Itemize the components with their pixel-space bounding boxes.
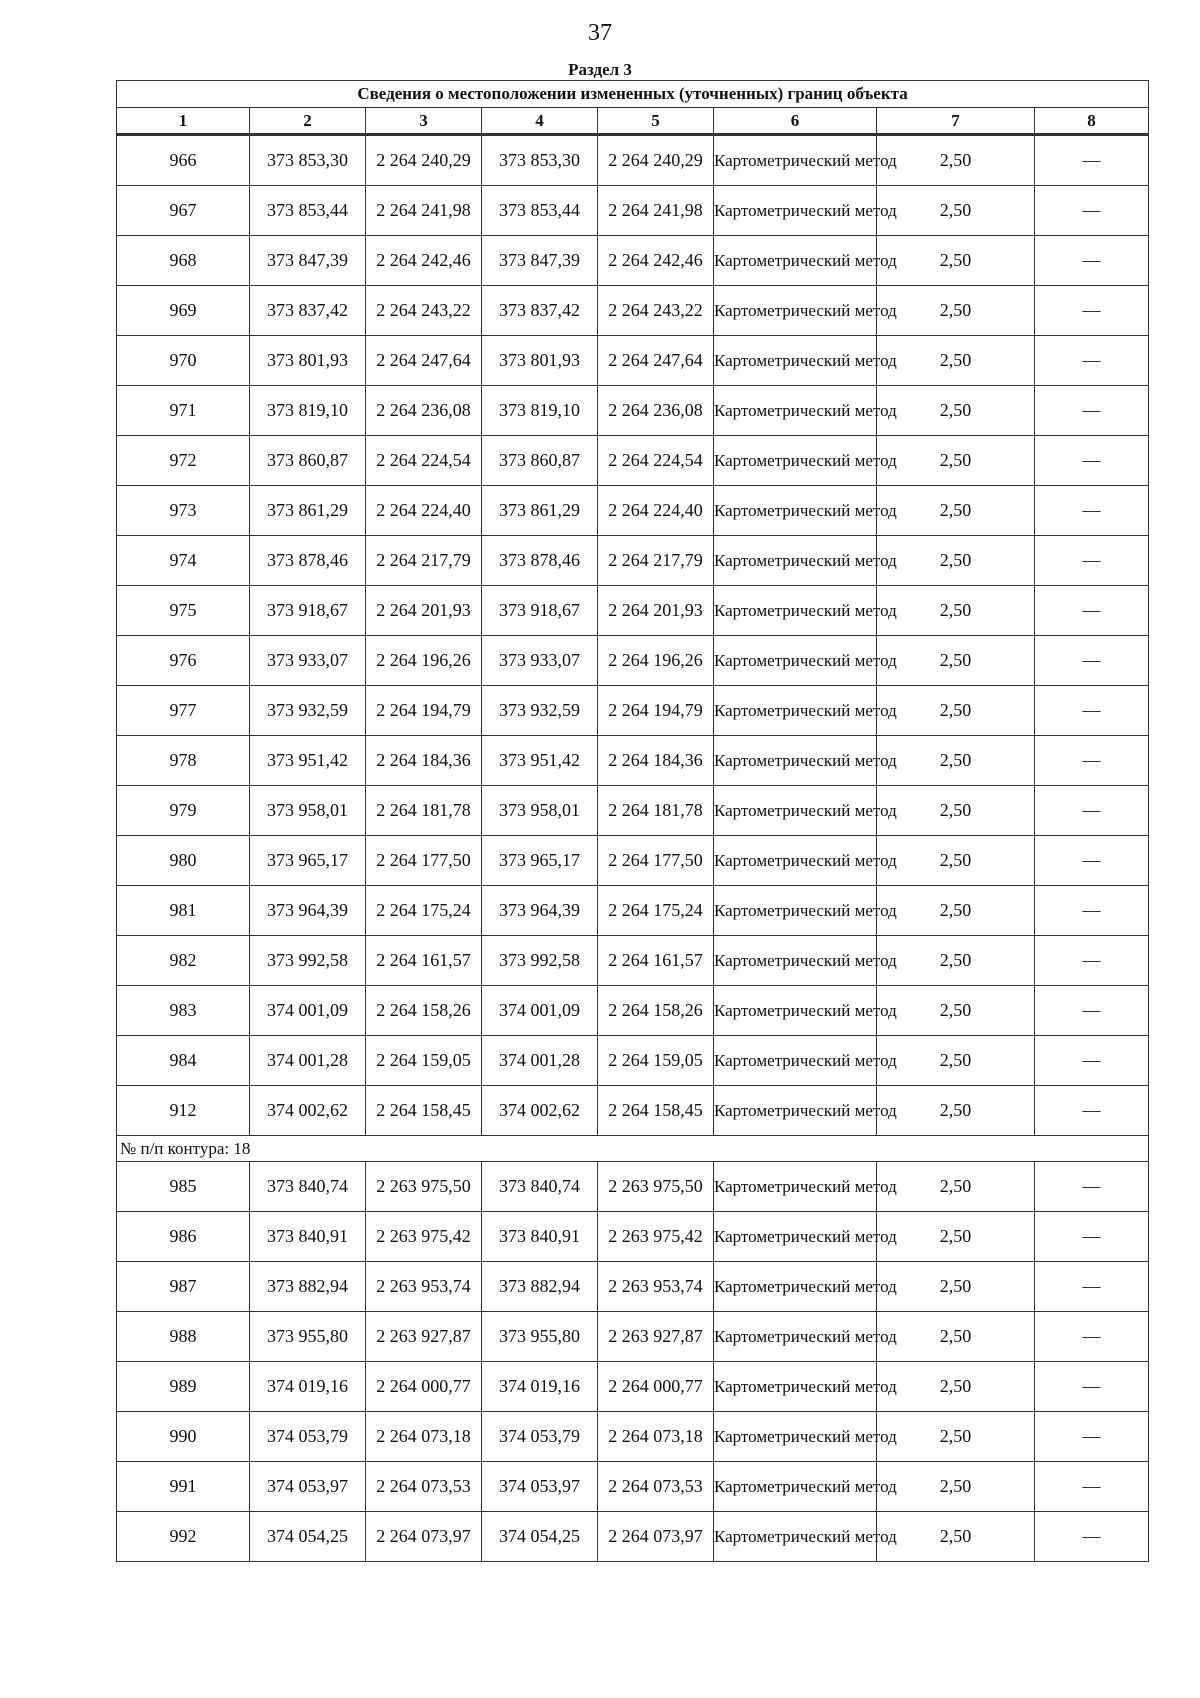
contour-row <box>117 1136 1149 1162</box>
x-new-cell: 374 019,16 <box>482 1362 598 1412</box>
y-old-cell: 2 264 243,22 <box>366 286 482 336</box>
x-new-cell: 373 860,87 <box>482 436 598 486</box>
y-new-cell: 2 264 196,26 <box>598 636 714 686</box>
point-number-cell: 991 <box>117 1462 250 1512</box>
point-number-cell: 982 <box>117 936 250 986</box>
x-old-cell: 374 001,28 <box>250 1036 366 1086</box>
y-old-cell: 2 264 241,98 <box>366 186 482 236</box>
table-row <box>117 336 1149 386</box>
table-row <box>117 1312 1149 1362</box>
accuracy-cell: 2,50 <box>877 1086 1035 1136</box>
x-old-cell: 373 860,87 <box>250 436 366 486</box>
accuracy-cell: 2,50 <box>877 486 1035 536</box>
y-old-cell: 2 264 247,64 <box>366 336 482 386</box>
table-row <box>117 1462 1149 1512</box>
method-cell: Картометрический метод <box>714 786 877 836</box>
accuracy-cell: 2,50 <box>877 1212 1035 1262</box>
contour-label: № п/п контура: 18 <box>117 1136 1149 1162</box>
note-cell: — <box>1035 736 1149 786</box>
column-header-5: 5 <box>598 108 714 135</box>
y-new-cell: 2 263 927,87 <box>598 1312 714 1362</box>
table-body-main <box>117 135 1149 1136</box>
x-new-cell: 374 054,25 <box>482 1512 598 1562</box>
point-number-cell: 989 <box>117 1362 250 1412</box>
method-cell: Картометрический метод <box>714 1162 877 1212</box>
y-old-cell: 2 264 194,79 <box>366 686 482 736</box>
x-new-cell: 373 853,44 <box>482 186 598 236</box>
method-cell: Картометрический метод <box>714 1312 877 1362</box>
x-new-cell: 374 053,79 <box>482 1412 598 1462</box>
note-cell: — <box>1035 636 1149 686</box>
accuracy-cell: 2,50 <box>877 1362 1035 1412</box>
method-cell: Картометрический метод <box>714 1362 877 1412</box>
page-number: 37 <box>588 20 612 46</box>
method-cell: Картометрический метод <box>714 1036 877 1086</box>
y-old-cell: 2 264 240,29 <box>366 135 482 186</box>
y-old-cell: 2 264 161,57 <box>366 936 482 986</box>
point-number-cell: 988 <box>117 1312 250 1362</box>
accuracy-cell: 2,50 <box>877 386 1035 436</box>
table-row <box>117 186 1149 236</box>
y-new-cell: 2 264 177,50 <box>598 836 714 886</box>
note-cell: — <box>1035 936 1149 986</box>
method-cell: Картометрический метод <box>714 886 877 936</box>
note-cell: — <box>1035 536 1149 586</box>
accuracy-cell: 2,50 <box>877 586 1035 636</box>
method-cell: Картометрический метод <box>714 1262 877 1312</box>
x-old-cell: 374 001,09 <box>250 986 366 1036</box>
accuracy-cell: 2,50 <box>877 886 1035 936</box>
table-row <box>117 836 1149 886</box>
accuracy-cell: 2,50 <box>877 436 1035 486</box>
x-old-cell: 373 861,29 <box>250 486 366 536</box>
x-new-cell: 373 837,42 <box>482 286 598 336</box>
x-new-cell: 374 001,09 <box>482 986 598 1036</box>
y-new-cell: 2 264 000,77 <box>598 1362 714 1412</box>
x-new-cell: 373 918,67 <box>482 586 598 636</box>
table-row <box>117 1512 1149 1562</box>
accuracy-cell: 2,50 <box>877 736 1035 786</box>
x-old-cell: 373 964,39 <box>250 886 366 936</box>
y-new-cell: 2 264 201,93 <box>598 586 714 636</box>
note-cell: — <box>1035 836 1149 886</box>
x-new-cell: 373 840,91 <box>482 1212 598 1262</box>
note-cell: — <box>1035 1412 1149 1462</box>
y-old-cell: 2 264 184,36 <box>366 736 482 786</box>
table-row <box>117 1086 1149 1136</box>
y-new-cell: 2 264 224,54 <box>598 436 714 486</box>
point-number-cell: 985 <box>117 1162 250 1212</box>
boundary-table <box>116 80 1149 1562</box>
table-row <box>117 286 1149 336</box>
table-body-contour-18 <box>117 1162 1149 1562</box>
column-header-6: 6 <box>714 108 877 135</box>
x-new-cell: 373 882,94 <box>482 1262 598 1312</box>
x-new-cell: 373 861,29 <box>482 486 598 536</box>
point-number-cell: 971 <box>117 386 250 436</box>
y-old-cell: 2 264 073,97 <box>366 1512 482 1562</box>
x-new-cell: 373 878,46 <box>482 536 598 586</box>
note-cell: — <box>1035 1312 1149 1362</box>
method-cell: Картометрический метод <box>714 286 877 336</box>
y-new-cell: 2 263 975,42 <box>598 1212 714 1262</box>
note-cell: — <box>1035 986 1149 1036</box>
x-new-cell: 373 933,07 <box>482 636 598 686</box>
table-row <box>117 436 1149 486</box>
x-new-cell: 374 002,62 <box>482 1086 598 1136</box>
point-number-cell: 990 <box>117 1412 250 1462</box>
point-number-cell: 968 <box>117 236 250 286</box>
x-old-cell: 374 002,62 <box>250 1086 366 1136</box>
point-number-cell: 967 <box>117 186 250 236</box>
table-row <box>117 586 1149 636</box>
note-cell: — <box>1035 286 1149 336</box>
point-number-cell: 975 <box>117 586 250 636</box>
x-old-cell: 373 932,59 <box>250 686 366 736</box>
method-cell: Картометрический метод <box>714 135 877 186</box>
method-cell: Картометрический метод <box>714 1086 877 1136</box>
accuracy-cell: 2,50 <box>877 236 1035 286</box>
point-number-cell: 970 <box>117 336 250 386</box>
x-old-cell: 373 819,10 <box>250 386 366 436</box>
point-number-cell: 981 <box>117 886 250 936</box>
x-old-cell: 373 840,91 <box>250 1212 366 1262</box>
note-cell: — <box>1035 886 1149 936</box>
note-cell: — <box>1035 236 1149 286</box>
x-old-cell: 374 054,25 <box>250 1512 366 1562</box>
note-cell: — <box>1035 1212 1149 1262</box>
column-header-2: 2 <box>250 108 366 135</box>
table-row <box>117 1412 1149 1462</box>
x-old-cell: 373 958,01 <box>250 786 366 836</box>
point-number-cell: 978 <box>117 736 250 786</box>
y-new-cell: 2 264 158,26 <box>598 986 714 1036</box>
y-old-cell: 2 264 224,40 <box>366 486 482 536</box>
y-old-cell: 2 264 158,45 <box>366 1086 482 1136</box>
x-new-cell: 373 964,39 <box>482 886 598 936</box>
y-old-cell: 2 264 177,50 <box>366 836 482 886</box>
accuracy-cell: 2,50 <box>877 286 1035 336</box>
point-number-cell: 979 <box>117 786 250 836</box>
point-number-cell: 972 <box>117 436 250 486</box>
note-cell: — <box>1035 1512 1149 1562</box>
x-new-cell: 373 853,30 <box>482 135 598 186</box>
y-new-cell: 2 264 224,40 <box>598 486 714 536</box>
x-old-cell: 373 878,46 <box>250 536 366 586</box>
table-caption: Сведения о местоположении измененных (уточненных) границ объекта <box>117 81 1149 108</box>
accuracy-cell: 2,50 <box>877 936 1035 986</box>
accuracy-cell: 2,50 <box>877 1036 1035 1086</box>
method-cell: Картометрический метод <box>714 636 877 686</box>
y-new-cell: 2 264 236,08 <box>598 386 714 436</box>
y-new-cell: 2 264 240,29 <box>598 135 714 186</box>
table-row <box>117 786 1149 836</box>
note-cell: — <box>1035 1462 1149 1512</box>
method-cell: Картометрический метод <box>714 186 877 236</box>
column-header-7: 7 <box>877 108 1035 135</box>
x-new-cell: 373 840,74 <box>482 1162 598 1212</box>
method-cell: Картометрический метод <box>714 236 877 286</box>
x-old-cell: 373 992,58 <box>250 936 366 986</box>
note-cell: — <box>1035 1036 1149 1086</box>
y-old-cell: 2 264 196,26 <box>366 636 482 686</box>
x-old-cell: 373 853,30 <box>250 135 366 186</box>
x-old-cell: 373 918,67 <box>250 586 366 636</box>
note-cell: — <box>1035 786 1149 836</box>
x-old-cell: 373 882,94 <box>250 1262 366 1312</box>
accuracy-cell: 2,50 <box>877 986 1035 1036</box>
point-number-cell: 984 <box>117 1036 250 1086</box>
table-row <box>117 386 1149 436</box>
table-row <box>117 236 1149 286</box>
x-old-cell: 373 837,42 <box>250 286 366 336</box>
note-cell: — <box>1035 686 1149 736</box>
x-old-cell: 373 801,93 <box>250 336 366 386</box>
note-cell: — <box>1035 586 1149 636</box>
section-title: Раздел 3 <box>568 60 632 79</box>
y-new-cell: 2 263 953,74 <box>598 1262 714 1312</box>
column-header-4: 4 <box>482 108 598 135</box>
note-cell: — <box>1035 1362 1149 1412</box>
y-new-cell: 2 264 181,78 <box>598 786 714 836</box>
table-row <box>117 536 1149 586</box>
x-old-cell: 373 955,80 <box>250 1312 366 1362</box>
accuracy-cell: 2,50 <box>877 135 1035 186</box>
point-number-cell: 976 <box>117 636 250 686</box>
note-cell: — <box>1035 386 1149 436</box>
y-new-cell: 2 264 217,79 <box>598 536 714 586</box>
method-cell: Картометрический метод <box>714 1512 877 1562</box>
method-cell: Картометрический метод <box>714 736 877 786</box>
note-cell: — <box>1035 1162 1149 1212</box>
y-new-cell: 2 264 073,97 <box>598 1512 714 1562</box>
y-old-cell: 2 264 073,53 <box>366 1462 482 1512</box>
y-old-cell: 2 264 201,93 <box>366 586 482 636</box>
note-cell: — <box>1035 486 1149 536</box>
point-number-cell: 969 <box>117 286 250 336</box>
method-cell: Картометрический метод <box>714 1212 877 1262</box>
point-number-cell: 966 <box>117 135 250 186</box>
y-new-cell: 2 264 242,46 <box>598 236 714 286</box>
y-new-cell: 2 264 247,64 <box>598 336 714 386</box>
x-new-cell: 374 053,97 <box>482 1462 598 1512</box>
method-cell: Картометрический метод <box>714 486 877 536</box>
x-old-cell: 373 951,42 <box>250 736 366 786</box>
y-old-cell: 2 264 000,77 <box>366 1362 482 1412</box>
x-old-cell: 373 965,17 <box>250 836 366 886</box>
accuracy-cell: 2,50 <box>877 686 1035 736</box>
note-cell: — <box>1035 436 1149 486</box>
column-header-3: 3 <box>366 108 482 135</box>
x-old-cell: 374 019,16 <box>250 1362 366 1412</box>
y-old-cell: 2 264 236,08 <box>366 386 482 436</box>
accuracy-cell: 2,50 <box>877 836 1035 886</box>
y-old-cell: 2 263 975,42 <box>366 1212 482 1262</box>
x-old-cell: 373 933,07 <box>250 636 366 686</box>
table-body-contour <box>117 1136 1149 1162</box>
y-new-cell: 2 264 175,24 <box>598 886 714 936</box>
x-new-cell: 373 965,17 <box>482 836 598 886</box>
table-row <box>117 1262 1149 1312</box>
method-cell: Картометрический метод <box>714 1412 877 1462</box>
x-new-cell: 373 955,80 <box>482 1312 598 1362</box>
y-old-cell: 2 264 159,05 <box>366 1036 482 1086</box>
x-new-cell: 373 847,39 <box>482 236 598 286</box>
y-old-cell: 2 264 242,46 <box>366 236 482 286</box>
point-number-cell: 992 <box>117 1512 250 1562</box>
accuracy-cell: 2,50 <box>877 786 1035 836</box>
method-cell: Картометрический метод <box>714 386 877 436</box>
accuracy-cell: 2,50 <box>877 336 1035 386</box>
y-new-cell: 2 264 158,45 <box>598 1086 714 1136</box>
point-number-cell: 973 <box>117 486 250 536</box>
y-old-cell: 2 263 975,50 <box>366 1162 482 1212</box>
x-new-cell: 373 819,10 <box>482 386 598 436</box>
table-row <box>117 486 1149 536</box>
point-number-cell: 974 <box>117 536 250 586</box>
x-new-cell: 373 801,93 <box>482 336 598 386</box>
method-cell: Картометрический метод <box>714 836 877 886</box>
accuracy-cell: 2,50 <box>877 1312 1035 1362</box>
table-row <box>117 135 1149 186</box>
accuracy-cell: 2,50 <box>877 1412 1035 1462</box>
table-row <box>117 636 1149 686</box>
y-old-cell: 2 264 175,24 <box>366 886 482 936</box>
accuracy-cell: 2,50 <box>877 536 1035 586</box>
point-number-cell: 986 <box>117 1212 250 1262</box>
x-old-cell: 374 053,79 <box>250 1412 366 1462</box>
x-new-cell: 374 001,28 <box>482 1036 598 1086</box>
table-row <box>117 1212 1149 1262</box>
y-new-cell: 2 264 241,98 <box>598 186 714 236</box>
x-new-cell: 373 932,59 <box>482 686 598 736</box>
table-row <box>117 1036 1149 1086</box>
accuracy-cell: 2,50 <box>877 1512 1035 1562</box>
y-new-cell: 2 264 194,79 <box>598 686 714 736</box>
point-number-cell: 987 <box>117 1262 250 1312</box>
table-row <box>117 936 1149 986</box>
method-cell: Картометрический метод <box>714 536 877 586</box>
y-old-cell: 2 264 217,79 <box>366 536 482 586</box>
method-cell: Картометрический метод <box>714 436 877 486</box>
table-row <box>117 1362 1149 1412</box>
x-old-cell: 373 840,74 <box>250 1162 366 1212</box>
point-number-cell: 912 <box>117 1086 250 1136</box>
y-old-cell: 2 264 181,78 <box>366 786 482 836</box>
note-cell: — <box>1035 186 1149 236</box>
note-cell: — <box>1035 1086 1149 1136</box>
table-row <box>117 736 1149 786</box>
y-old-cell: 2 263 953,74 <box>366 1262 482 1312</box>
method-cell: Картометрический метод <box>714 336 877 386</box>
accuracy-cell: 2,50 <box>877 186 1035 236</box>
accuracy-cell: 2,50 <box>877 1162 1035 1212</box>
x-new-cell: 373 958,01 <box>482 786 598 836</box>
note-cell: — <box>1035 135 1149 186</box>
table-row <box>117 1162 1149 1212</box>
x-new-cell: 373 992,58 <box>482 936 598 986</box>
x-old-cell: 373 853,44 <box>250 186 366 236</box>
y-old-cell: 2 263 927,87 <box>366 1312 482 1362</box>
y-old-cell: 2 264 224,54 <box>366 436 482 486</box>
y-new-cell: 2 263 975,50 <box>598 1162 714 1212</box>
method-cell: Картометрический метод <box>714 986 877 1036</box>
point-number-cell: 983 <box>117 986 250 1036</box>
x-new-cell: 373 951,42 <box>482 736 598 786</box>
method-cell: Картометрический метод <box>714 586 877 636</box>
method-cell: Картометрический метод <box>714 1462 877 1512</box>
note-cell: — <box>1035 336 1149 386</box>
accuracy-cell: 2,50 <box>877 1462 1035 1512</box>
y-new-cell: 2 264 161,57 <box>598 936 714 986</box>
method-cell: Картометрический метод <box>714 686 877 736</box>
x-old-cell: 374 053,97 <box>250 1462 366 1512</box>
y-old-cell: 2 264 073,18 <box>366 1412 482 1462</box>
x-old-cell: 373 847,39 <box>250 236 366 286</box>
y-new-cell: 2 264 159,05 <box>598 1036 714 1086</box>
table-row <box>117 886 1149 936</box>
column-header-1: 1 <box>117 108 250 135</box>
point-number-cell: 980 <box>117 836 250 886</box>
y-new-cell: 2 264 073,53 <box>598 1462 714 1512</box>
point-number-cell: 977 <box>117 686 250 736</box>
y-new-cell: 2 264 184,36 <box>598 736 714 786</box>
table-row <box>117 986 1149 1036</box>
note-cell: — <box>1035 1262 1149 1312</box>
y-new-cell: 2 264 073,18 <box>598 1412 714 1462</box>
table-row <box>117 686 1149 736</box>
accuracy-cell: 2,50 <box>877 636 1035 686</box>
method-cell: Картометрический метод <box>714 936 877 986</box>
y-old-cell: 2 264 158,26 <box>366 986 482 1036</box>
y-new-cell: 2 264 243,22 <box>598 286 714 336</box>
column-header-8: 8 <box>1035 108 1149 135</box>
accuracy-cell: 2,50 <box>877 1262 1035 1312</box>
